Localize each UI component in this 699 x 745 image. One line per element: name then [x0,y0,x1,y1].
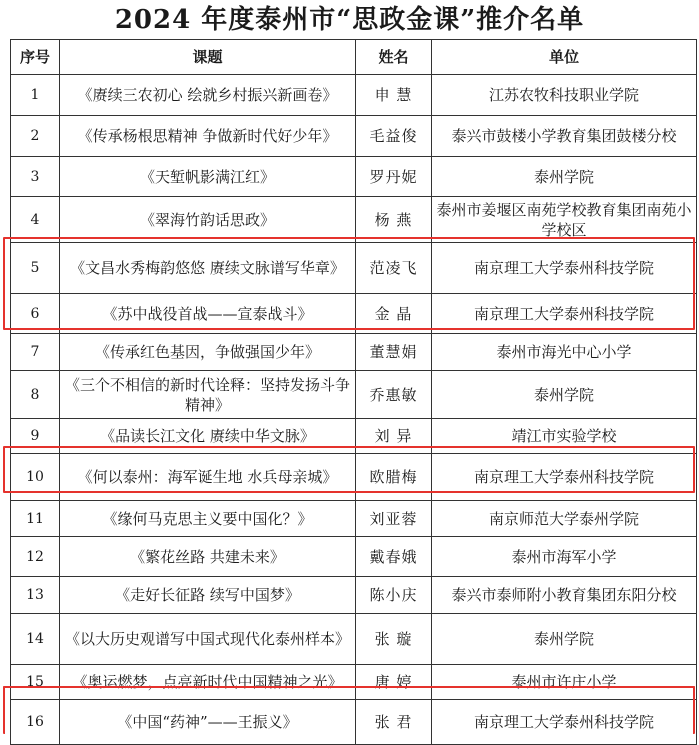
row-name: 唐 婷 [356,665,432,700]
row-index: 1 [11,75,60,116]
row-name: 杨 燕 [356,197,432,243]
row-unit: 江苏农牧科技职业学院 [432,75,697,116]
row-unit: 泰兴市鼓楼小学教育集团鼓楼分校 [432,116,697,157]
row-unit: 泰州市姜堰区南苑学校教育集团南苑小学校区 [432,197,697,243]
row-name: 罗丹妮 [356,157,432,197]
row-index: 11 [11,501,60,537]
row-name: 戴春娥 [356,537,432,577]
row-index: 4 [11,197,60,243]
table-row [11,501,697,537]
table-row [11,294,697,334]
row-topic: 《奥运燃梦，点亮新时代中国精神之光》 [60,665,356,700]
row-topic: 《三个不相信的新时代诠释：坚持发扬斗争精神》 [60,371,356,419]
table-row [11,419,697,454]
row-unit: 泰兴市泰师附小教育集团东阳分校 [432,577,697,614]
row-name: 刘亚蓉 [356,501,432,537]
row-topic: 《传承杨根思精神 争做新时代好少年》 [60,116,356,157]
table-row [11,371,697,419]
row-topic: 《中国“药神”——王振义》 [60,700,356,745]
recommendation-table [10,39,697,745]
row-unit: 南京理工大学泰州科技学院 [432,700,697,745]
table-header-row [11,40,697,75]
row-index: 10 [11,454,60,501]
row-topic: 《繁花丝路 共建未来》 [60,537,356,577]
row-name: 张 君 [356,700,432,745]
row-unit: 南京理工大学泰州科技学院 [432,454,697,501]
row-topic: 《品读长江文化 赓续中华文脉》 [60,419,356,454]
row-index: 14 [11,614,60,665]
table-row [11,454,697,501]
header-unit: 单位 [432,40,697,75]
row-index: 2 [11,116,60,157]
row-topic: 《苏中战役首战——宣泰战斗》 [60,294,356,334]
row-topic: 《传承红色基因，争做强国少年》 [60,334,356,371]
row-name: 董慧娟 [356,334,432,371]
table-row [11,116,697,157]
row-name: 乔惠敏 [356,371,432,419]
row-name: 金 晶 [356,294,432,334]
row-index: 6 [11,294,60,334]
row-topic: 《走好长征路 续写中国梦》 [60,577,356,614]
row-name: 申 慧 [356,75,432,116]
row-unit: 泰州市海军小学 [432,537,697,577]
table-row [11,537,697,577]
row-name: 陈小庆 [356,577,432,614]
table-row [11,334,697,371]
row-index: 12 [11,537,60,577]
row-unit: 泰州学院 [432,157,697,197]
row-unit: 靖江市实验学校 [432,419,697,454]
table-row [11,243,697,294]
table-row [11,197,697,243]
row-index: 5 [11,243,60,294]
row-unit: 泰州市海光中心小学 [432,334,697,371]
row-unit: 泰州市许庄小学 [432,665,697,700]
row-unit: 泰州学院 [432,614,697,665]
row-unit: 南京理工大学泰州科技学院 [432,294,697,334]
page-title: 2024 年度泰州市“思政金课”推介名单 [114,5,585,35]
row-unit: 南京理工大学泰州科技学院 [432,243,697,294]
row-index: 7 [11,334,60,371]
row-name: 刘 异 [356,419,432,454]
table-row [11,614,697,665]
row-topic: 《何以泰州：海军诞生地 水兵母亲城》 [60,454,356,501]
row-topic: 《文昌水秀梅韵悠悠 赓续文脉谱写华章》 [60,243,356,294]
row-index: 13 [11,577,60,614]
row-index: 16 [11,700,60,745]
table-row [11,75,697,116]
row-name: 张 璇 [356,614,432,665]
row-index: 9 [11,419,60,454]
row-topic: 《缘何马克思主义要中国化？》 [60,501,356,537]
row-topic: 《翠海竹韵话思政》 [60,197,356,243]
row-topic: 《以大历史观谱写中国式现代化泰州样本》 [60,614,356,665]
row-topic: 《赓续三农初心 绘就乡村振兴新画卷》 [60,75,356,116]
table-row [11,157,697,197]
table-row [11,577,697,614]
row-unit: 泰州学院 [432,371,697,419]
row-index: 8 [11,371,60,419]
table-row [11,700,697,745]
header-index: 序号 [11,40,60,75]
row-topic: 《天堑帆影满江红》 [60,157,356,197]
table-row [11,665,697,700]
row-index: 3 [11,157,60,197]
row-name: 毛益俊 [356,116,432,157]
header-topic: 课题 [60,40,356,75]
row-name: 范凌飞 [356,243,432,294]
row-index: 15 [11,665,60,700]
header-name: 姓名 [356,40,432,75]
row-name: 欧腊梅 [356,454,432,501]
row-unit: 南京师范大学泰州学院 [432,501,697,537]
